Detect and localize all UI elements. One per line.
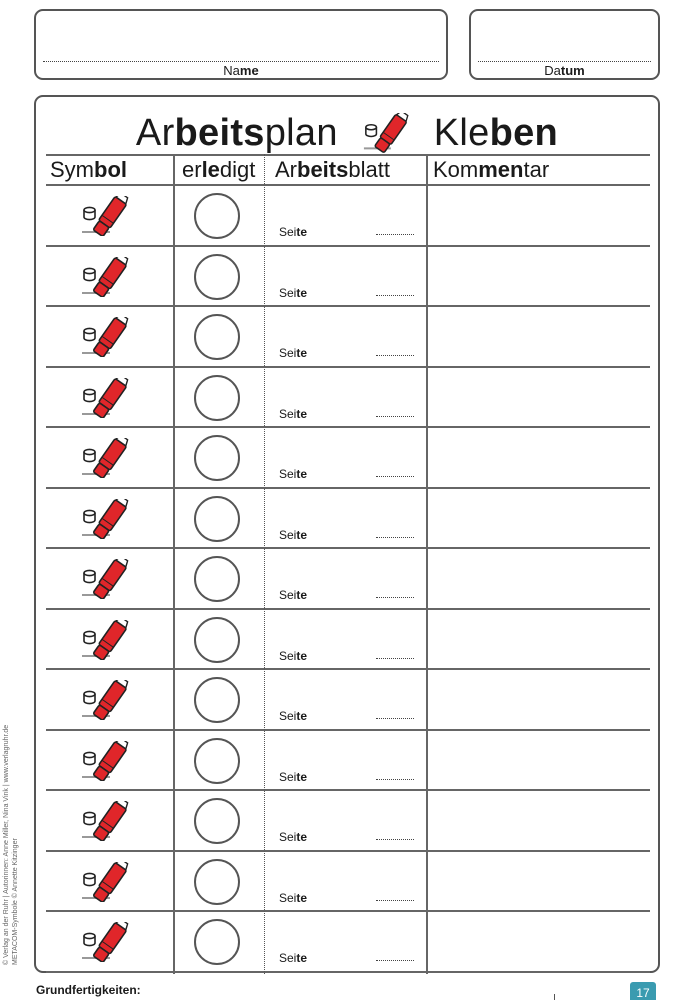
page-number-field[interactable] xyxy=(376,829,414,840)
page-label: Seite xyxy=(279,406,308,421)
table-row xyxy=(46,670,650,731)
done-checkbox[interactable] xyxy=(194,919,240,965)
page-label: Seite xyxy=(279,588,308,602)
table-row xyxy=(46,610,650,671)
done-checkbox[interactable] xyxy=(194,738,240,784)
page-number-field[interactable] xyxy=(376,708,414,719)
title-word-kleben: Kleben xyxy=(433,111,559,154)
glue-stick-icon xyxy=(80,922,132,962)
title-word-arbeitsplan: Arbeitsplan xyxy=(135,111,338,154)
page-label: Seite xyxy=(279,709,308,723)
glue-stick-icon xyxy=(80,317,132,357)
page-label: Seite xyxy=(279,346,308,360)
glue-stick-icon xyxy=(80,196,132,236)
copyright-credit: © Verlag an der Ruhr | Autorinnen: Anne Miller, Nina Vink | www.verlagruhr.de METACOM-Symbole © Annette Kitzinger xyxy=(3,724,19,965)
page-number-field[interactable] xyxy=(376,345,414,356)
column-header-worksheet: Arbeitsblatt xyxy=(275,157,390,182)
page-number-badge: 17 xyxy=(630,982,656,1000)
glue-stick-icon xyxy=(80,257,132,297)
name-label: Name xyxy=(223,63,259,78)
footer-tick xyxy=(554,994,555,1000)
table-row xyxy=(46,731,650,792)
page-number-field[interactable] xyxy=(376,527,414,538)
table-row xyxy=(46,852,650,913)
glue-stick-icon xyxy=(80,499,132,539)
column-header-comment: Kommentar xyxy=(433,157,550,182)
done-checkbox[interactable] xyxy=(194,496,240,542)
date-writing-line xyxy=(478,61,651,62)
table-row xyxy=(46,186,650,247)
done-checkbox[interactable] xyxy=(194,798,240,844)
glue-stick-icon xyxy=(80,559,132,599)
done-checkbox[interactable] xyxy=(194,435,240,481)
page-number-field[interactable] xyxy=(376,466,414,477)
date-box[interactable] xyxy=(469,9,660,80)
done-checkbox[interactable] xyxy=(194,859,240,905)
work-plan-table xyxy=(46,154,650,973)
page-number-field[interactable] xyxy=(376,769,414,780)
table-row xyxy=(46,307,650,368)
page-number-field[interactable] xyxy=(376,587,414,598)
page-label: Seite xyxy=(279,951,308,965)
table-row xyxy=(46,549,650,610)
column-divider xyxy=(426,154,428,974)
page-number-field[interactable] xyxy=(376,224,414,235)
column-divider xyxy=(264,154,265,974)
page-label: Seite xyxy=(279,285,308,300)
page-label: Seite xyxy=(279,830,308,844)
done-checkbox[interactable] xyxy=(194,254,240,300)
page-label: Seite xyxy=(279,467,308,481)
page-title xyxy=(36,111,658,155)
glue-stick-icon xyxy=(362,113,412,153)
table-body xyxy=(46,186,650,973)
page-number-field[interactable] xyxy=(376,406,414,417)
glue-stick-icon xyxy=(80,862,132,902)
done-checkbox[interactable] xyxy=(194,314,240,360)
page-label: Seite xyxy=(279,769,308,784)
glue-stick-icon xyxy=(80,378,132,418)
column-header-done: erledigt xyxy=(182,157,256,182)
date-label: Datum xyxy=(544,63,585,78)
page-label: Seite xyxy=(279,527,308,542)
footer-label: Grundfertigkeiten: xyxy=(36,983,141,997)
glue-stick-icon xyxy=(80,680,132,720)
table-row xyxy=(46,912,650,973)
name-box[interactable] xyxy=(34,9,448,80)
table-row xyxy=(46,791,650,852)
glue-stick-icon xyxy=(80,801,132,841)
done-checkbox[interactable] xyxy=(194,677,240,723)
page-number-field[interactable] xyxy=(376,285,414,296)
page-label: Seite xyxy=(279,225,308,239)
glue-stick-icon xyxy=(80,438,132,478)
column-divider xyxy=(173,154,175,974)
done-checkbox[interactable] xyxy=(194,617,240,663)
name-writing-line xyxy=(43,61,439,62)
page-label: Seite xyxy=(279,648,308,663)
table-row xyxy=(46,428,650,489)
work-plan-sheet xyxy=(34,95,660,973)
table-row xyxy=(46,368,650,429)
glue-stick-icon xyxy=(80,620,132,660)
page-label: Seite xyxy=(279,890,308,905)
table-header-row xyxy=(46,154,650,186)
column-header-symbol: Symbol xyxy=(50,157,127,182)
table-row xyxy=(46,247,650,308)
page-number-field[interactable] xyxy=(376,950,414,961)
page-number-field[interactable] xyxy=(376,648,414,659)
glue-stick-icon xyxy=(80,741,132,781)
done-checkbox[interactable] xyxy=(194,375,240,421)
page-number-field[interactable] xyxy=(376,890,414,901)
done-checkbox[interactable] xyxy=(194,193,240,239)
done-checkbox[interactable] xyxy=(194,556,240,602)
table-row xyxy=(46,489,650,550)
